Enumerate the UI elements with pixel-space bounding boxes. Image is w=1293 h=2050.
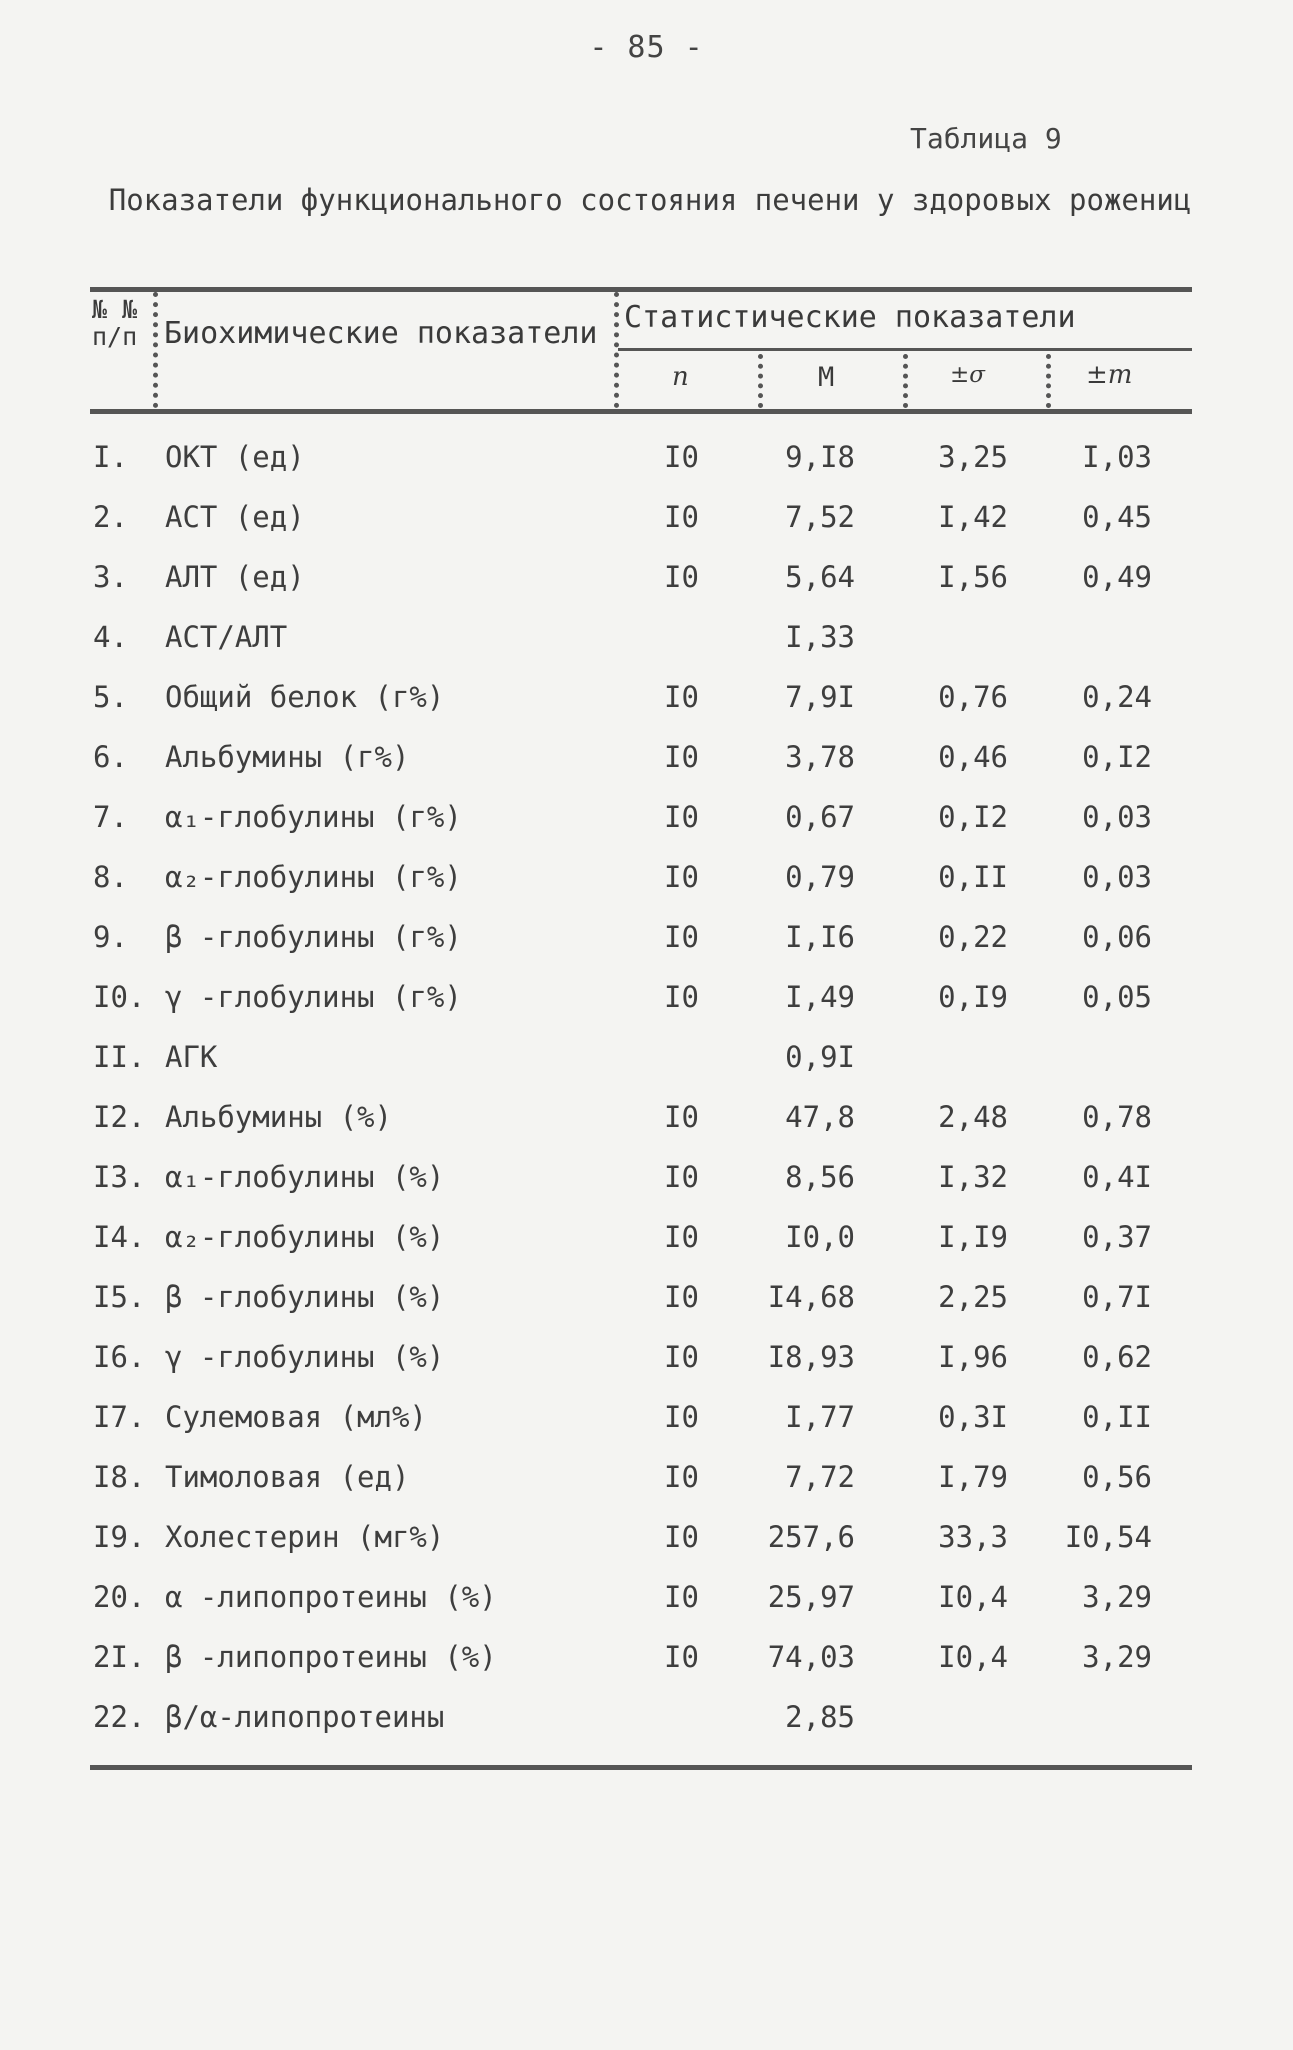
cell-name: γ -глобулины (г%): [165, 980, 462, 1014]
page-number: - 85 -: [589, 30, 704, 65]
cell-m: I4,68: [767, 1280, 855, 1314]
table-label: Таблица 9: [910, 122, 1062, 155]
cell-num: 20.: [93, 1580, 146, 1614]
cell-n: I0: [664, 980, 699, 1014]
cell-e: 0,05: [1082, 980, 1152, 1014]
cell-m: I,I6: [785, 920, 855, 954]
cell-n: I0: [664, 1640, 699, 1674]
table-row: [0, 800, 1293, 840]
table-row: [0, 1400, 1293, 1440]
cell-s: 0,46: [938, 740, 1008, 774]
col-separator-1: [153, 292, 158, 408]
header-indicators: Биохимические показатели: [164, 316, 598, 351]
cell-m: 0,67: [785, 800, 855, 834]
cell-n: I0: [664, 680, 699, 714]
cell-e: 0,7I: [1082, 1280, 1152, 1314]
cell-m: 74,03: [767, 1640, 855, 1674]
cell-s: I0,4: [938, 1640, 1008, 1674]
table-row: [0, 620, 1293, 660]
cell-n: I0: [664, 1220, 699, 1254]
cell-m: 7,72: [785, 1460, 855, 1494]
cell-m: I0,0: [785, 1220, 855, 1254]
cell-num: 2.: [93, 500, 128, 534]
header-sub-error: ±m: [1086, 360, 1133, 390]
cell-s: 0,3I: [938, 1400, 1008, 1434]
header-sub-sigma: ±σ: [950, 362, 985, 388]
cell-name: α₁-глобулины (%): [165, 1160, 445, 1194]
cell-num: I4.: [93, 1220, 146, 1254]
cell-m: 0,79: [785, 860, 855, 894]
cell-n: I0: [664, 1160, 699, 1194]
cell-s: 0,II: [938, 860, 1008, 894]
table-top-rule: [90, 287, 1192, 292]
cell-num: II.: [93, 1040, 146, 1074]
cell-n: I0: [664, 800, 699, 834]
cell-n: I0: [664, 1400, 699, 1434]
cell-n: I0: [664, 1340, 699, 1374]
col-separator-3: [758, 354, 763, 408]
cell-name: ОКТ (ед): [165, 440, 305, 474]
col-separator-4: [903, 354, 908, 408]
cell-name: Альбумины (г%): [165, 740, 410, 774]
table-bottom-rule: [90, 1765, 1192, 1770]
cell-e: 0,62: [1082, 1340, 1152, 1374]
cell-name: Общий белок (г%): [165, 680, 445, 714]
table-row: [0, 1100, 1293, 1140]
cell-num: 7.: [93, 800, 128, 834]
cell-m: 257,6: [767, 1520, 855, 1554]
header-sub-n: n: [672, 362, 689, 392]
table-row: [0, 1160, 1293, 1200]
cell-num: 3.: [93, 560, 128, 594]
cell-n: I0: [664, 920, 699, 954]
header-bottom-rule: [90, 409, 1192, 414]
cell-s: 0,I2: [938, 800, 1008, 834]
cell-s: 2,25: [938, 1280, 1008, 1314]
cell-num: I0.: [93, 980, 146, 1014]
cell-m: 8,56: [785, 1160, 855, 1194]
cell-s: I,42: [938, 500, 1008, 534]
cell-e: 0,4I: [1082, 1160, 1152, 1194]
cell-s: 33,3: [938, 1520, 1008, 1554]
table-row: [0, 740, 1293, 780]
cell-num: I6.: [93, 1340, 146, 1374]
cell-n: I0: [664, 1460, 699, 1494]
cell-e: 0,06: [1082, 920, 1152, 954]
header-mid-rule: [618, 348, 1192, 351]
cell-name: Холестерин (мг%): [165, 1520, 445, 1554]
cell-n: I0: [664, 1100, 699, 1134]
cell-num: I3.: [93, 1160, 146, 1194]
cell-m: 5,64: [785, 560, 855, 594]
table-row: [0, 1220, 1293, 1260]
table-row: [0, 440, 1293, 480]
cell-m: 7,52: [785, 500, 855, 534]
cell-s: I,96: [938, 1340, 1008, 1374]
cell-n: I0: [664, 860, 699, 894]
cell-num: I8.: [93, 1460, 146, 1494]
cell-name: β -липопротеины (%): [165, 1640, 497, 1674]
cell-name: α₂-глобулины (г%): [165, 860, 462, 894]
cell-e: 0,49: [1082, 560, 1152, 594]
cell-s: I,79: [938, 1460, 1008, 1494]
cell-name: АСТ/АЛТ: [165, 620, 288, 654]
cell-num: 9.: [93, 920, 128, 954]
col-separator-5: [1046, 354, 1051, 408]
cell-name: Альбумины (%): [165, 1100, 392, 1134]
cell-m: 7,9I: [785, 680, 855, 714]
table-row: [0, 1580, 1293, 1620]
cell-e: 0,37: [1082, 1220, 1152, 1254]
cell-name: β -глобулины (%): [165, 1280, 445, 1314]
cell-e: 0,45: [1082, 500, 1152, 534]
cell-e: 0,II: [1082, 1400, 1152, 1434]
table-row: [0, 680, 1293, 720]
cell-name: АГК: [165, 1040, 218, 1074]
cell-m: 0,9I: [785, 1040, 855, 1074]
cell-n: I0: [664, 740, 699, 774]
table-row: [0, 1040, 1293, 1080]
cell-e: I,03: [1082, 440, 1152, 474]
cell-s: 2,48: [938, 1100, 1008, 1134]
cell-s: 0,I9: [938, 980, 1008, 1014]
cell-name: γ -глобулины (%): [165, 1340, 445, 1374]
cell-m: 47,8: [785, 1100, 855, 1134]
table-row: [0, 1460, 1293, 1500]
table-row: [0, 860, 1293, 900]
cell-s: I,56: [938, 560, 1008, 594]
cell-e: 0,03: [1082, 800, 1152, 834]
cell-name: α₁-глобулины (г%): [165, 800, 462, 834]
cell-e: 3,29: [1082, 1580, 1152, 1614]
cell-num: 22.: [93, 1700, 146, 1734]
cell-e: I0,54: [1064, 1520, 1152, 1554]
table-row: [0, 980, 1293, 1020]
cell-n: I0: [664, 1520, 699, 1554]
cell-s: 0,22: [938, 920, 1008, 954]
cell-name: β -глобулины (г%): [165, 920, 462, 954]
cell-e: 3,29: [1082, 1640, 1152, 1674]
table-row: [0, 1280, 1293, 1320]
cell-e: 0,78: [1082, 1100, 1152, 1134]
table-row: [0, 1640, 1293, 1680]
cell-m: I8,93: [767, 1340, 855, 1374]
cell-e: 0,56: [1082, 1460, 1152, 1494]
cell-num: I7.: [93, 1400, 146, 1434]
cell-s: I,I9: [938, 1220, 1008, 1254]
header-number: № № п/п: [92, 295, 138, 351]
cell-num: I9.: [93, 1520, 146, 1554]
col-separator-2: [614, 292, 619, 408]
cell-m: I,77: [785, 1400, 855, 1434]
cell-m: I,49: [785, 980, 855, 1014]
cell-m: I,33: [785, 620, 855, 654]
cell-m: 2,85: [785, 1700, 855, 1734]
cell-num: I.: [93, 440, 128, 474]
cell-n: I0: [664, 500, 699, 534]
cell-n: I0: [664, 440, 699, 474]
table-row: [0, 920, 1293, 960]
cell-m: 25,97: [767, 1580, 855, 1614]
cell-name: АЛТ (ед): [165, 560, 305, 594]
header-sub-m: М: [818, 362, 835, 393]
cell-s: I0,4: [938, 1580, 1008, 1614]
header-stats: Статистические показатели: [624, 300, 1076, 335]
table-row: [0, 1340, 1293, 1380]
cell-num: 2I.: [93, 1640, 146, 1674]
cell-e: 0,I2: [1082, 740, 1152, 774]
cell-name: α -липопротеины (%): [165, 1580, 497, 1614]
cell-num: I2.: [93, 1100, 146, 1134]
cell-num: 8.: [93, 860, 128, 894]
cell-s: 0,76: [938, 680, 1008, 714]
table-title: Показатели функционального состояния печени у здоровых рожениц: [108, 183, 1192, 217]
cell-name: Тимоловая (ед): [165, 1460, 410, 1494]
cell-name: β/α-липопротеины: [165, 1700, 445, 1734]
cell-name: Сулемовая (мл%): [165, 1400, 427, 1434]
cell-m: 3,78: [785, 740, 855, 774]
cell-e: 0,03: [1082, 860, 1152, 894]
table-row: [0, 500, 1293, 540]
cell-s: I,32: [938, 1160, 1008, 1194]
cell-name: α₂-глобулины (%): [165, 1220, 445, 1254]
cell-n: I0: [664, 1280, 699, 1314]
cell-num: 4.: [93, 620, 128, 654]
cell-m: 9,I8: [785, 440, 855, 474]
cell-s: 3,25: [938, 440, 1008, 474]
table-row: [0, 560, 1293, 600]
cell-name: АСТ (ед): [165, 500, 305, 534]
cell-e: 0,24: [1082, 680, 1152, 714]
cell-num: I5.: [93, 1280, 146, 1314]
table-row: [0, 1700, 1293, 1740]
cell-n: I0: [664, 560, 699, 594]
cell-num: 6.: [93, 740, 128, 774]
cell-num: 5.: [93, 680, 128, 714]
table-row: [0, 1520, 1293, 1560]
cell-n: I0: [664, 1580, 699, 1614]
